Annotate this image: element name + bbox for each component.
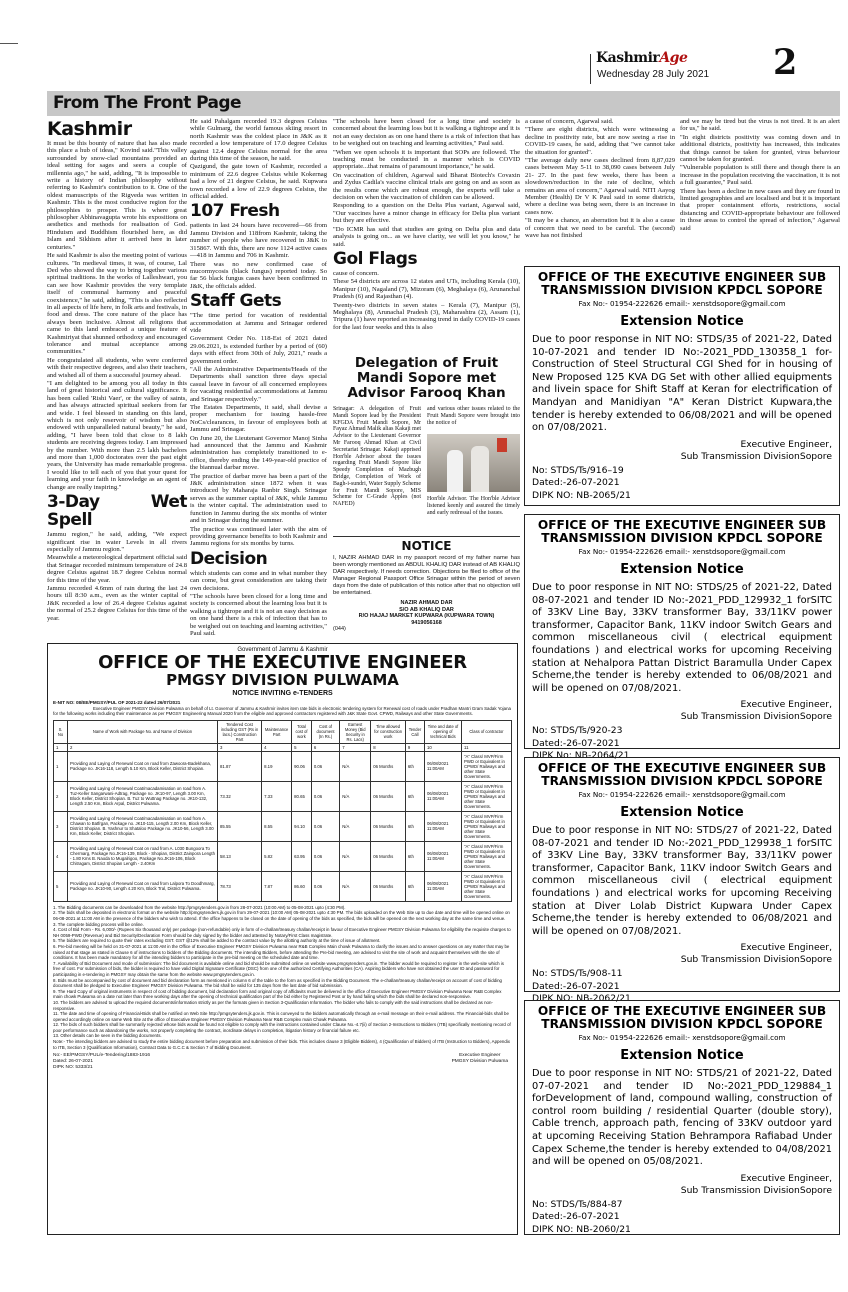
cell-sno: 2: [54, 781, 68, 811]
cell-time: 06 Months: [371, 841, 406, 871]
pmgsy-signature: [452, 1053, 508, 1065]
kpdcl-ref-no: No: STDS/Ts/916–19: [532, 464, 624, 476]
staff-para: "All the Administrative Departments/Heads of the Departments shall sanction three days special casual leave in favour of all concerned employees for vacating residential accommodations at Jammu and Srinagar respectively.": [190, 365, 327, 403]
kpdcl-title: OFFICE OF THE EXECUTIVE ENGINEER SUB TRANSMISSION DIVISION KPDCL SOPORE: [537, 518, 827, 545]
kpdcl-ref-dipk: DIPK NO: NB-2060/21: [532, 1223, 631, 1235]
col-number: 11: [462, 743, 512, 751]
kpdcl-extension: Extension Notice: [620, 562, 744, 577]
decision-para: "Do ICMR has said that studies are going on Delta plus and data analysis is going on... as we have clarity, we will let you know," he said.: [333, 225, 520, 248]
col-number: 7: [340, 743, 371, 751]
kpdcl-refs: [532, 1199, 832, 1236]
note-item: 2. The bids shall be deposited in electronic format on the website http://pmgsytenders.jk.gov.in from 29-07-2021 (10:00 AM) 05-08-2021 upto 4:30 PM. The bids uploaded on the Web Site up to due date and time will be opened online on 06-08-2021 at 11:00 AM in the presence of the bidders who wish to attend. If the office happens to be closed on the date of opening of the bids as specified, the bids will be opened on the next working day at the same time and venue.: [53, 910, 510, 921]
pmgsy-intro: Executive Engineer PMGSY Division Pulwama on behalf of Lt. Governor of Jammu & Kashmir invites item rate bids in electronic tendering system for Renewal cost of roads under Pradhan Mantri Gram Sadak Yojana for the following works including their maintenance as per PMGSY Engineering Manual 2020 from the eligible and approved contractors registered with J&K State Govt. CPWD, Railways and other State Governments.: [53, 706, 511, 717]
table-row: [54, 811, 512, 841]
table-row: [54, 781, 512, 811]
kpdcl-signature: [532, 1173, 832, 1197]
cell-opening: 06/08/2021 11:00AM: [424, 751, 461, 781]
cell-doc: 0.06: [311, 781, 339, 811]
staff-heading: Staff Gets: [190, 291, 282, 312]
wetspell-para: Jammu recorded 4.6mm of rain during the last 24 hours till 8:30 a.m., even as the winter capital of J&K recorded a low of 26.4 degree Celsius against the normal of 25.2 degree Celsius for this time of the year.: [47, 584, 187, 622]
cell-class: "A" Class/ MVP/Firm PWD or Equivalent in CPWD/ Railways and other State Governments.: [462, 871, 512, 901]
pmgsy-sig-2: PMGSY Division Pulwama: [451, 1059, 508, 1065]
kpdcl-ref-no: No: STDS/Ts/884-87: [532, 1198, 623, 1210]
fresh-para: patients in last 24 hours have recovered—66 from Jammu Division and 118from Kashmir, taking the number of people who have recovered in J&K to 315867. With this, there are now 1124 active cases—418 in Jammu and 706 in Kashmir.: [190, 222, 327, 260]
kpdcl-extension: Extension Notice: [620, 314, 744, 329]
col-number: 10: [424, 743, 461, 751]
th-call: Tender Call: [405, 720, 424, 743]
cell-sno: 4: [54, 841, 68, 871]
wetspell-para: Qazigund, the gate town of Kashmir, recorded a minimum of 22.6 degree Celsius while Kokernag had a low of 21 degree Celsius, he said. Kupwara town recorded a low of 22.9 degrees Celsius, the official added.: [190, 163, 327, 201]
kashmir-para: He said Kashmir is also the meeting point of various cultures. "In medieval times, it was, of course, Lal Ded who showed the way to bring together various spiritual traditions. In the works of Lalleshwari, you can see how Kashmir provides the very template itself of communal harmony and peaceful coexistence," he said, adding, "This is also reflected in all aspects of life here, in folk arts and festivals, in food and dress. The core nature of the place has always been inclusive. Almost all religions that came to this land embraced a unique feature of Kashmiriyat that shunned orthodoxy and encouraged tolerance and mutual acceptance among communities.": [47, 252, 187, 356]
decision-para: "When we open schools it is important that SOPs are followed. The teaching must be conducted in a manner which is COVID appropriate...that remains of paramount importance," he said.: [333, 148, 520, 171]
staff-para: Government Order No. 118-Est of 2021 dated 29.06.2021, is extended further by a period of (60) days with effect from 30th of July, 2021," reads a government order.: [190, 335, 327, 365]
th-time: Time allowed for construction work: [371, 720, 406, 743]
col-number: 9: [405, 743, 424, 751]
decision-para: "The schools have been closed for a long time and society is concerned about the learning loss but it is walking a tightrope and it is not an easy decision as on one hand there is a risk of infection that has to be weighed out on teaching and learning activities," Paul said.: [190, 592, 327, 637]
golflags-heading: Gol Flags: [333, 248, 418, 269]
wetspell-para: Jammu region," he said, adding, "We expect significant rise in water Levels in all rivers especially of Jammu region.": [47, 531, 187, 553]
cell-total: 94.10: [292, 811, 312, 841]
cell-emd: N/A: [340, 781, 371, 811]
note-item: 8. Bids must be accompanied by cost of document and bid declaration form as mentioned in column 6 of the table to the form as specified in the Bidding Document. The e-challan/treasury challan/receipt on account of cost of bidding document shall be pledged to Executive Engineer PMGSY Division Pulwama. The bid shall be valid for 135 days from the last date of bid submission.: [53, 977, 502, 989]
pmgsy-tender: [47, 643, 518, 1235]
kpdcl-ref-dipk: DIPK NO: NB-2065/21: [532, 489, 631, 501]
wetspell-para: Meanwhile a meteorological department official said that Srinagar recorded minimum temperature of 24.8 degree Celsius against 18.7 degree Celsius normal for this time of the year.: [47, 554, 187, 584]
tender-header-row: [54, 720, 512, 743]
masthead-rule: [590, 54, 591, 84]
cell-doc: 0.06: [311, 871, 339, 901]
cell-class: "A" Class/ MVP/Firm PWD or Equivalent in CPWD/ Railways and other State Governments.: [462, 781, 512, 811]
th-maintenance: Maintenance Part: [262, 720, 292, 743]
cell-opening: 06/08/2021 11:00AM: [424, 841, 461, 871]
wetspell-para: He said Pahalgam recorded 19.3 degrees Celsius while Gulmarg, the world famous skiing resort in north Kashmir was the coldest place in J&K as it recorded a low temperature of 17.0 degree Celsius against 12.4 degree Celsius normal for the area during this time of the season, he said.: [190, 118, 327, 163]
cell-time: 06 Months: [371, 781, 406, 811]
kpdcl-ref-no: No: STDS/Ts/920-23: [532, 725, 623, 737]
cell-construction: 58.13: [218, 841, 262, 871]
pmgsy-ref-dipk: DIPK NO: 5333/21: [53, 1064, 93, 1070]
tender-body: [54, 751, 512, 901]
th-doc: Cost of document (In Rs.): [311, 720, 339, 743]
kpdcl-fax: Fax No:- 01954-222626 email:- xenstdsopore@gmail.com: [578, 1033, 786, 1042]
delegation-caption: Hon'ble Advisor. The Hon'ble Advisor listened keenly and assured the timely and early redressal of the issues.: [427, 496, 520, 516]
photo-person: [447, 450, 463, 492]
th-work: Name of Work with Package No. and Name of Division: [68, 720, 218, 743]
cell-time: 06 Months: [371, 751, 406, 781]
kpdcl-body: Due to poor response in NIT NO: STDS/21 of 2021-22, Dated 07-07-2021 and tender ID No:-2021_PDD_129884_1 forDevelopment of land, compound walling, construction of control room building / residential Quarter (double story), Cable trench, approach path, fencing of 33KV outdoor yard at upcoming Receiving Station Behrampora Rafiabad Under Capex Scheme,the tender is hereby extended to 04/08/2021 and will be opened on 05/08/2021.: [532, 1068, 832, 1168]
wetspell-heading: 3-Day Wet Spell: [47, 492, 187, 531]
kashmir-heading: Kashmir: [47, 118, 132, 140]
cell-emd: N/A: [340, 841, 371, 871]
col-number: 6: [311, 743, 339, 751]
golflags-para: cause of concern.: [333, 269, 379, 277]
kpdcl-refs: [532, 465, 832, 502]
column-4-top: [525, 118, 675, 260]
pmgsy-ref-date: Dated: 26-07-2021: [53, 1059, 94, 1065]
notice-sig-phone: 9419056168: [411, 619, 442, 626]
cell-emd: N/A: [340, 751, 371, 781]
cell-emd: N/A: [340, 811, 371, 841]
masthead-date: Wednesday 28 July 2021: [597, 69, 710, 80]
kpdcl-body: Due to poor response in NIT NO: STDS/25 of 2021-22, Dated 08-07-2021 and tender ID No:-2021_PDD_129932_1 forSITC of 33KV Line Bay, 33KV transformer Bay, 33/11KV power transformer, Capacitor Bank, 11KV indoor Switch Gears and common miscellaneous civil ( electrical equipment foundations ) and electrical works for upcoming Receiving station at Nehalpora Pattan District Baramulla Under Capex Scheme,the tender is hereby extended to 06/08/2021 and will be opened on 07/08/2021.: [532, 582, 832, 694]
passport-notice: [333, 536, 520, 638]
th-opening: Time and date of opening of technical Bids: [424, 720, 461, 743]
cell-work: Providing and Laying of Renewal Coat on road from Zawoora-Badekhana, Package no. JK16-118, Length 5.10 Km, Block Keller, District Shopian.: [68, 751, 218, 781]
notice-signature: [333, 600, 520, 626]
col-number: 5: [292, 743, 312, 751]
cell-total: 86.60: [292, 871, 312, 901]
delegation-photo: [427, 434, 520, 492]
note-item: 11. The date and time of opening of Financial-Bids shall be notified on Web Site http://pmgsytenders.jk.gov.in. This is conveyed to the bidders automatically through an e-mail message on their e-mail address. The Financial-bids shall be opened accordingly online on same Web Site at the office of Executive Engineer PMGSY Division Pulwama Near R&B Complex main Chowk Pulwama.: [53, 1011, 509, 1022]
kpdcl-notice-3: [524, 757, 840, 1005]
pmgsy-sig-1: Executive Engineer: [459, 1053, 501, 1059]
pmgsy-title-1: OFFICE OF THE EXECUTIVE ENGINEER: [98, 652, 467, 673]
brand-age: Age: [659, 50, 688, 66]
kpdcl-sig-1: Executive Engineer,: [740, 942, 832, 954]
golflags-para: Twenty-two districts in seven states – Kerala (7), Manipur (5), Meghalaya (8), Arunachal Pradesh (3), Maharashtra (2), Assam (1), Tripura (1) have reported an increasing trend in daily COVID-19 cases for the last four weeks and this is also: [333, 301, 520, 331]
note-item: 1. The Bidding documents can be downloaded from the website http://pmgsytenders.gov.in from 28-07-2021 (10:00 AM) to 05-08-2021 upto (4:30 PM).: [53, 904, 346, 910]
golflags-para: These 54 districts are across 12 states and UTs, including Kerala (10), Manipur (10), Nagaland (7), Mizoram (6), Meghalaya (6), Arunanchal Pradesh (6) and Rajasthan (4).: [333, 278, 520, 301]
notice-body: I, NAZIR AHMAD DAR in my passport record of my father name has been wrongly mentioned as ABDUL KHALIQ DAR instead of AB KHALIQ DAR respectively. If needs correction. Objections be filed to office of the Manager Regional Passport Office Srinagar within the period of seven days from the date of publication of this notice after that no objection will be entertained.: [333, 555, 520, 596]
section-title: From The Front Page: [53, 93, 241, 113]
column-3-top: [333, 118, 520, 350]
covid-para: a cause of concern, Agarwal said.: [525, 118, 614, 125]
kpdcl-ref-date: Dated:-26-07-2021: [532, 980, 620, 992]
pmgsy-title-2: PMGSY DIVISION PULWAMA: [166, 671, 399, 689]
cell-call: 6th: [405, 781, 424, 811]
cell-time: 06 Months: [371, 871, 406, 901]
cell-work: Providing and Laying of Renewal Coat/macadamisation on road from A. Tuz-Keller Sangarwani-Adtrag, Package no. JK10-97, Length 3.00 Km, Block Keller, District Shopian. B. Tuz to Wuttnag Package no. JK10-132, Length 2.50 Km, Block Arpal, District Pulwama.: [68, 781, 218, 811]
photo-flag: [497, 438, 507, 452]
kashmir-para: He congratulated all students, who were conferred with their respective degrees, and also their teachers, and wished all of them a successful journey ahead.: [47, 356, 187, 379]
cell-doc: 0.06: [311, 751, 339, 781]
notice-sig-address: R/O HAJAJ MARKET KUPWARA (KUPWARA TOWN): [358, 613, 495, 620]
cell-opening: 06/08/2021 11:00AM: [424, 781, 461, 811]
cell-opening: 06/08/2021 11:00AM: [424, 811, 461, 841]
cell-class: "A" Class/ MVP/Firm PWD or Equivalent in CPWD/ Railways and other State Governments.: [462, 811, 512, 841]
col-number: 2: [68, 743, 218, 751]
cell-time: 06 Months: [371, 811, 406, 841]
tender-number-row: [54, 743, 512, 751]
decision-para: On vaccination of children, Agarwal said Bharat Biotech's Covaxin and Zydus Cadila's vaccine clinical trials are going on and as soon as the results come which are robust enough, the experts will take a decision on when the vaccination of children can be allowed.: [333, 171, 520, 202]
column-5-top: [680, 118, 840, 260]
note-item: 5. The bidders are required to quote their rates excluding GST. GST @12% shall be added to the contract value by the allotting authority at the time of issue of allotment.: [53, 938, 381, 944]
cell-total: 90.06: [292, 751, 312, 781]
th-emd: Earnest Money (Bid Security in Rs. Lacs): [340, 720, 371, 743]
covid-para: "The average daily new cases declined from 8,87,029 cases between May 5-11 to 38,090 cases between July 21- 27. In the past few weeks, there has been a slowdown/reduction in the rate of decline, which remains an area of concern," Agarwal said. NITI Aayog Member (Health) Dr V K Paul said in some districts, where a decline was being seen, there is an increase in cases now.: [525, 157, 675, 216]
kpdcl-sig-2: Sub Transmission DivisionSopore: [680, 1184, 832, 1196]
th-class: Class of contractor: [462, 720, 512, 743]
col-number: 8: [371, 743, 406, 751]
kpdcl-fax: Fax No:- 01954-222626 email:- xenstdsopore@gmail.com: [578, 547, 786, 556]
cell-doc: 0.06: [311, 841, 339, 871]
table-row: [54, 871, 512, 901]
kpdcl-sig-1: Executive Engineer,: [740, 1172, 832, 1184]
photo-person: [471, 446, 489, 492]
covid-para: "Vulnerable population is still there and though there is an increase in the population receiving the vaccination, it is not a full guarantee," Paul said.: [680, 164, 840, 187]
decision-heading: Decision: [190, 548, 268, 569]
cell-work: Providing and Laying of Renewal Coat on road from Lalpora To Doodhmarg, Package no. JK10-90, Length 4.20 Km, Block Tral, District Pulwama.: [68, 871, 218, 901]
kpdcl-ref-no: No: STDS/Ts/908-11: [532, 968, 623, 980]
kpdcl-notice-1: [524, 266, 840, 506]
note-item: 7. Availability of Bid Document and mode of submission: The bid document is available online and bid should be submitted online on website www.pmgsytenders.gov.in. The bidder would be required to register in the web-site which is free of cost. For submission of bids, the bidder is required to have valid Digital Signature Certificate (DSC) from one of the authorized Certifying Authorities (CA). Aspiring bidders who have not obtained the user ID and password for participating in e-tendering in PMGSY may obtain the same from the website www.pmgsytenders.gov.in.: [53, 960, 504, 977]
kpdcl-extension: Extension Notice: [620, 1048, 744, 1063]
kpdcl-body: Due to poor response in NIT NO: STDS/27 of 2021-22, Dated 08-07-2021 and tender ID No:-2021_PDD_129938_1 forSITC of 33KV Line Bay, 33KV transformer Bay, 33/11KV power transformer, Capacitor Bank, 11KV indoor Switch Gears and common miscellaneous civil ( electrical equipment foundations ) and electrical works for upcoming Receiving station at Diver Lolab District Kupwara Under Capex Scheme,the tender is hereby extended to 06/08/2021 and will be opened on 07/08/2021.: [532, 825, 832, 937]
pmgsy-govt: Government of Jammu & Kashmir: [237, 647, 328, 653]
table-row: [54, 751, 512, 781]
kpdcl-signature: [532, 942, 832, 966]
cell-construction: 78.73: [218, 871, 262, 901]
pmgsy-footer: [53, 1053, 512, 1070]
notice-sig-father: S/O AB KHALIQ DAR: [399, 606, 454, 613]
cell-sno: 5: [54, 871, 68, 901]
staff-para: The practice of darbar move has been a part of the J&K administration since 1872 when it was introduced by Maharaja Ranbir Singh. Srinagar serves as the summer capital of J&K, while Jammu is the winter capital. The administration used to function in Jammu during the six months of winter and in Srinagar during the summer.: [190, 472, 327, 525]
kpdcl-sig-1: Executive Engineer,: [740, 438, 832, 450]
cell-call: 6th: [405, 871, 424, 901]
section-banner: [47, 91, 840, 116]
notice-sig-name: NAZIR AHMAD DAR: [400, 600, 453, 606]
cell-work: Providing and Laying of Renewal Coat on road from A. L030 Bungoora To Chermarg, Package No.JK16-139, Block - Shopian, District Zainpora Length - 1.80 Kms B. Naoda to Mugalrigoo, Package No.JK16-106, Block Chitragam, District Shopian Length - 2.40Km: [68, 841, 218, 871]
delegation-left: Srinagar: A delegation of Fruit Mandi Sopore lead by the President KFGDA Fruit Mandi Sopore, Mr Fayaz Ahmad Malik alias Kakaji met Advisor to the Lieutenant Governor Mr Farooq Ahmad Khan at Civil Secretariat Srinagar. Kakaji apprised Hon'ble Advisor about the issues regarding Fruit Mandi Sopore like Speedy Completion of Mazbugh Bridge, Completion of Work of Bagh-i-sundri, Water Supply Scheme for Fruit Mandi Sopore, MIS Scheme for C-Grade Apples (not NAFED): [333, 406, 421, 508]
kpdcl-sig-2: Sub Transmission DivisionSopore: [680, 954, 832, 966]
cell-total: 63.95: [292, 841, 312, 871]
delegation-heading: Delegation of Fruit Mandi Sopore met Advisor Farooq Khan: [347, 355, 506, 401]
cell-construction: 73.32: [218, 781, 262, 811]
cell-sno: 1: [54, 751, 68, 781]
kpdcl-sig-1: Executive Engineer,: [740, 699, 832, 711]
fresh-para: There was no new confirmed case of mucormycosis (black fungus) reported today. So far 56 black fungus cases have been confirmed in J&K, the officials added.: [190, 260, 327, 290]
kashmir-para: It must be this bounty of nature that has also made this place a hub of ideas," Kovind said."This valley surrounded by snow-clad mountains provided an ideal setting for sages and seers a couple of millennia ago," he said, adding, "It is impossible to write a history of Indian philosophy without referring to Kashmir's contribution to it. One of the oldest manuscripts of the Rigveda was written in Kashmir. This is the most conducive region for the philosophies to prosper. This is where great philosopher Abhinavagupta wrote his expositions on aesthetics and methods for realisation of God. Hinduism and Buddhism flourished here, as did Islam and Sikhism after it arrived here in later centuries.": [47, 140, 187, 251]
staff-para: "The time period for vacation of residential accommodation at Jammu and Srinagar ordered vide: [190, 312, 327, 334]
pmgsy-ref-no: No:- EE/PMGSY/PUL/e-Tendering/1883-1916: [53, 1053, 151, 1059]
delegation-right: and various other issues related to the Fruit Mandi Sopore were brought into the notice of: [427, 406, 520, 426]
cell-work: Providing and Laying of Renewal Coat/macadamisation on road from A. Chawan to Batfrgan, Package no. JK10-115, Length 2.00 Km, Block Keller, District Shopian. B. Yashnur to Shataloo Package no. JK10-56, Length 3.00 Km, Block Keller, District Shopian.: [68, 811, 218, 841]
column-1: [47, 118, 187, 638]
note-item: Note:- The intending bidders are advised to study the entire bidding document before preparation and submission of their bids. This includes clause 3 (Eligible Bidders), 4 (Qualification of Bidders) of ITB (Instruction to Bidders), Appendix to ITB, Section 3 (Qualification Information), Contract Data to G.C.C & Section 7 of Bidding Document.: [53, 1039, 510, 1050]
fresh-heading: 107 Fresh: [190, 201, 280, 222]
cell-opening: 06/08/2021 11:00AM: [424, 871, 461, 901]
cell-construction: 85.55: [218, 811, 262, 841]
col-number: 4: [262, 743, 292, 751]
cell-maintenance: 5.82: [262, 841, 292, 871]
kashmir-para: "I am delighted to be among you all today in this land of great historical and cultural significance. It has been called 'Rishi Vaer', or the valley of saints, and has always attracted spiritual seekers from far and wide. I feel blessed in standing on this land, which is not only reservoir of wisdom but also endowed with unparalleled natural beauty," he said, adding, "I have been told that close to 8 lakh students are receiving degrees today. I am impressed by the number. With more than 2.5 lakh bachelors and more than 1,000 doctorates over the past eight years, the University has made remarkable progress. I would like to tell each of you that your quest for learning and your faith in knowledge as an agent of change are really inspiring.": [47, 380, 187, 491]
kpdcl-ref-date: Dated:-26-07-2021: [532, 1211, 620, 1223]
note-item: 9. The Hard Copy of original instruments in respect of cost of bidding document, bid declaration form and original copy of affidavits must be delivered in the office of Executive Engineer PMGSY Division Pulwama Near R&B Complex main chowk Pulwama on a date not later than three working days after the opening of technical qualification part of the bid either by Registered Post or by hand failing which the bids shall be declared non-responsive.: [53, 988, 502, 1000]
covid-para: "It may be a chance, an aberration but it is also a cause of concern that we need to be careful. The (second) wave has not finished: [525, 217, 675, 240]
tender-table: [53, 720, 512, 902]
page-number: 2: [773, 42, 798, 83]
top-left-rule: [0, 43, 18, 44]
covid-para: and we may be tired but the virus is not tired. It is an alert for us," he said.: [680, 118, 840, 133]
staff-para: The Estates Departments, it said, shall devise a proper mechanism for issuing hassle-free NoCs/clearances, in favour of employees both at Jammu and Srinagar.: [190, 404, 327, 434]
kpdcl-signature: [532, 699, 832, 723]
covid-para: "In eight districts positivity was coming down and in additional districts, positivity has increased, this indicates that things cannot be taken for granted, virus behaviour cannot be taken for granted.: [680, 133, 840, 164]
kpdcl-notice-2: [524, 514, 840, 762]
kpdcl-title: OFFICE OF THE EXECUTIVE ENGINEER SUB TRANSMISSION DIVISION KPDCL SOPORE: [537, 1004, 827, 1031]
decision-para: "The schools have been closed for a long time and society is concerned about the learning loss but it is walking a tightrope and it is not an easy decision as on one hand there is a risk of infection that has to be weighed out on teaching and learning activities," Paul said.: [333, 118, 520, 148]
cell-emd: N/A: [340, 871, 371, 901]
kpdcl-sig-2: Sub Transmission DivisionSopore: [680, 711, 832, 723]
pmgsy-subtitle: NOTICE INVITING e-TENDERS: [232, 690, 333, 697]
note-item: 13. Other details can be seen in the bidding documents.: [53, 1033, 162, 1039]
col-number: 1: [54, 743, 68, 751]
note-item: 3. The complete bidding process will be online.: [53, 921, 144, 927]
note-item: 10. The bidders are advised to upload the required documents/information strictly as per the formats given in Section 3-Qualification Information. The bidder who fails to comply with the said instructions shall be declared as non-responsive.: [53, 999, 493, 1011]
brand-kashmir: Kashmir: [596, 50, 660, 66]
cell-call: 6th: [405, 841, 424, 871]
kpdcl-title: OFFICE OF THE EXECUTIVE ENGINEER SUB TRANSMISSION DIVISION KPDCL SOPORE: [537, 761, 827, 788]
th-construction: Tendered Cost including GST (Rs in lacs.) Construction Part: [218, 720, 262, 743]
kpdcl-fax: Fax No:- 01954-222626 email:- xenstdsopore@gmail.com: [578, 790, 786, 799]
kpdcl-sig-2: Sub Transmission DivisionSopore: [680, 450, 832, 462]
table-row: [54, 841, 512, 871]
kpdcl-signature: [532, 439, 832, 463]
cell-call: 6th: [405, 811, 424, 841]
column-2: [190, 118, 327, 638]
kpdcl-ref-date: Dated:-26-07-2021: [532, 737, 620, 749]
staff-para: The practice was continued later with the aim of providing governance benefits to both Kashmir and Jammu regions for six months by turns.: [190, 525, 327, 548]
cell-total: 80.65: [292, 781, 312, 811]
note-item: 6. Pre-bid meeting will be held on 31-07-2021 at 11:00 AM in the Office of Executive Engineer PMGSY Division Pulwama near R&B Complex Main chowk Pulwama to clarify the issues and to answer questions on any matter that may be raised at that stage as stated in Clause 6 of instructions to bidders of the Bidding documents. The intending Bidders, before attending the Pre-bid meeting, are advised to visit the site of work and acquaint themselves with the site of conditions. It has been made mandatory for all the intending bidders to participate in the pre-bid meeting on the scheduled date and time.: [53, 943, 510, 961]
covid-para: There has been a decline in new cases and they are found in limited geographies and are localised and but it is important that proper containment efforts, restrictions, social distancing and COVID-appropriate behaviour are followed in those areas to control the spread of infection," Agarwal said: [680, 187, 840, 232]
kpdcl-ref-date: Dated:-26-07-2021: [532, 477, 620, 489]
delegation-story: [333, 356, 520, 532]
cell-class: "A" Class/ MVP/Firm PWD or Equivalent in CPWD/ Railways and other State Governments.: [462, 751, 512, 781]
kpdcl-ref-dipk: DIPK No: NB-2064/21: [532, 750, 630, 762]
th-sno: S. No: [54, 720, 68, 743]
col-number: 3: [218, 743, 262, 751]
cell-construction: 81.87: [218, 751, 262, 781]
notice-ref: (044): [333, 626, 346, 633]
covid-para: "There are eight districts, which were witnessing a decline in positivity rate, but are now seeing a rise in COVID-19 cases, he said, adding that "we cannot take the situation for granted".: [525, 126, 675, 156]
staff-para: On June 20, the Lieutenant Governor Manoj Sinha had announced that the Jammu and Kashmir administration has completely transitioned to e-office, thereby ending the 149-year-old practice of the biannual darbar move.: [190, 434, 327, 472]
cell-doc: 0.06: [311, 811, 339, 841]
brand-logo: [596, 50, 687, 66]
note-item: 4. Cost of Bid Form - Rs. 6,000/- (Rupees Six thousand only) per package (non-refundable) only in form of e-challan/treasury challan/receipt in favour of Executive Engineer PMGSY Division Pulwama for eligibility the requisite charges to NH 0059-PWD (Revenue) and Bid Security/Declaration Form should be duly signed by the bidder and attested by Notary/First Class magistrate.: [53, 927, 511, 938]
kpdcl-ref-dipk: DIPK NO: NB-2062/21: [532, 993, 631, 1005]
th-total: Total cost of work: [292, 720, 312, 743]
pmgsy-notes: [53, 905, 512, 1050]
kpdcl-title: OFFICE OF THE EXECUTIVE ENGINEER SUB TRANSMISSION DIVISION KPDCL SOPORE: [537, 270, 827, 297]
notice-heading: NOTICE: [401, 539, 452, 553]
cell-maintenance: 7.33: [262, 781, 292, 811]
kpdcl-extension: Extension Notice: [620, 805, 744, 820]
masthead: [590, 42, 840, 90]
pmgsy-enit: E-NIT NO: 08/EE/PMGSY/PUL OF 2021-22 dated 26/07/2021: [53, 700, 181, 705]
cell-sno: 3: [54, 811, 68, 841]
kpdcl-fax: Fax No:- 01954-222626 email:- xenstdsopore@gmail.com: [578, 299, 786, 308]
cell-maintenance: 8.19: [262, 751, 292, 781]
kpdcl-body: Due to poor response in NIT NO: STDS/35 of 2021-22, Dated 10-07-2021 and tender ID No:-2021_PDD_130358_1 for-Construction of Steel Structural CGI Shed for in housing of New Proposed 125 KVA DG Set with other allied equipments and livein space for Shift Staff at Keran for electrification of Mandyan and Manidiyan "A" Keran District Kupwara,the tender is hereby extended to 06/08/2021 and will be opened on 07/08/2021.: [532, 334, 832, 434]
note-item: 12. The bids of such bidders shall be summarily rejected whose bids would be found not eligible to comply with the instructions contained under Clause No.-4.7(ii) of Section 2-Instructions to Bidders (ITB) specifically mentioning record of poor performance such as abandoning the works, not properly completing the contract, inordinate delays in completion, litigation history or financial failure etc.: [53, 1022, 511, 1033]
cell-maintenance: 7.87: [262, 871, 292, 901]
cell-class: "A" Class/ MVP/Firm PWD or Equivalent in CPWD/ Railways and other State Governments.: [462, 841, 512, 871]
decision-para: Responding to a question on the Delta Plus variant, Agarwal said, "Our vaccines have a minor change in efficacy for Delta plus variant but they are effective.: [333, 202, 520, 225]
decision-para: which students can come and in what number they can come, but great consideration are taking their own decisions.: [190, 569, 327, 592]
cell-maintenance: 8.55: [262, 811, 292, 841]
kpdcl-notice-4: [524, 1000, 840, 1235]
cell-call: 6th: [405, 751, 424, 781]
